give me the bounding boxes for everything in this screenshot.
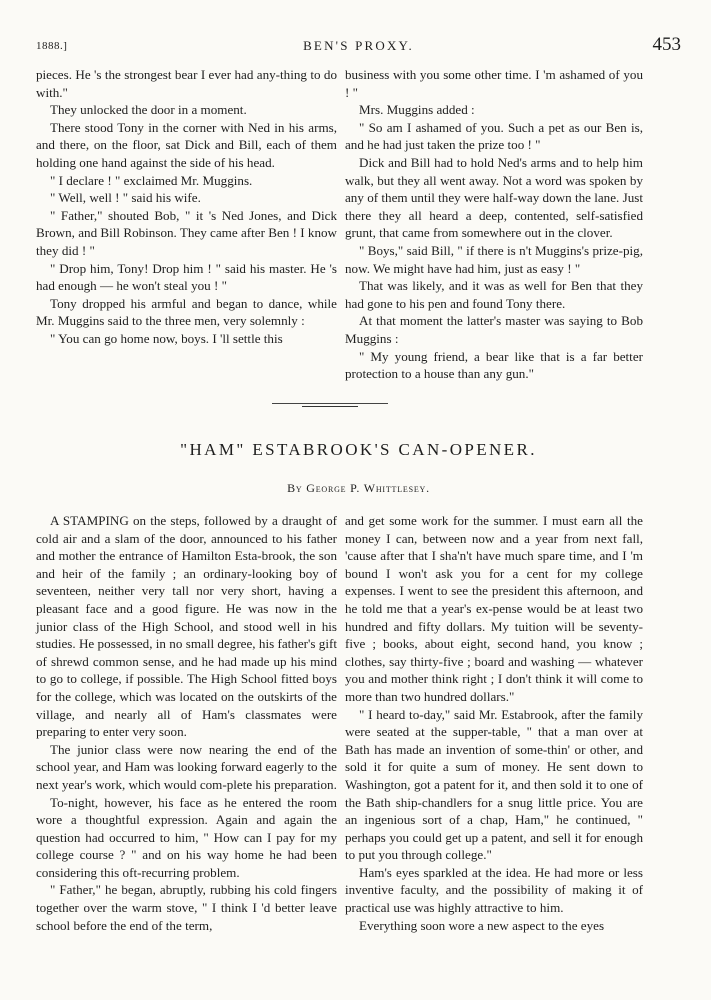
column-bottom-right	[345, 512, 643, 934]
paragraph: At that moment the latter's master was saying to Bob Muggins :	[345, 313, 643, 346]
paragraph: " I heard to-day," said Mr. Estabrook, after the family were seated at the supper-table, " that a man over at Bath has made an invention of some-thin' or other, and sold it for quite a sum of money. He sent down to Washington, got a patent for it, and then sold it to one of the Bath ship-chandlers for a snug little price. You are an ingenious sort of a chap, Ham," he continued, " perhaps you could get up a patent, and sell it for enough to put you through college."	[345, 706, 643, 863]
paragraph: " Well, well ! " said his wife.	[50, 190, 201, 206]
paragraph: Tony dropped his armful and began to dance, while Mr. Muggins said to the three men, very solemnly :	[36, 295, 337, 329]
running-title: BEN'S PROXY.	[303, 38, 414, 53]
paragraph: There stood Tony in the corner with Ned in his arms, and there, on the floor, sat Dick and Bill, each of them holding one hand against the side of his head.	[36, 119, 337, 170]
paragraph: pieces. He 's the strongest bear I ever had any-thing to do with."	[36, 67, 337, 100]
paragraph: and get some work for the summer. I must earn all the money I can, between now and a year from next fall, 'cause after that I sha'n't have much spare time, and I 'm bound I won't ask you for a cent for my college expenses. I went to see the president this afternoon, and he told me that a year's ex-pense would be at least two hundred and fifty dollars. My tuition will be seventy-five ; books, about eight, second hand, you know ; clothes, say thirty-five ; board and washing — whatever you and mother think right ; I don't think it will come to more than two hundred dollars."	[345, 513, 643, 704]
paragraph: The junior class were now nearing the end of the school year, and Ham was looking forward eagerly to the next year's work, which would com-plete his preparation.	[36, 741, 337, 792]
paragraph: " You can go home now, boys. I 'll settle this	[50, 330, 283, 346]
paragraph: Everything soon wore a new aspect to the eyes	[359, 917, 605, 933]
paragraph: Mrs. Muggins added :	[359, 102, 475, 118]
header-year: 1888.]	[36, 40, 68, 52]
paragraph: " Father," shouted Bob, " it 's Ned Jones, and Dick Brown, and Bill Robinson. They came after Ben ! I know they did ! "	[36, 207, 337, 258]
paragraph: " I declare ! " exclaimed Mr. Muggins.	[50, 172, 253, 188]
section-divider	[272, 400, 388, 410]
column-top-right	[345, 66, 643, 383]
paragraph: Dick and Bill had to hold Ned's arms and to help him walk, but they all went away. Not a word was spoken by any of them until they were half-way down the lane. Just there they all heard a deep, contented, self-satisfied grunt, that came from somewhere out in the clover.	[345, 154, 643, 241]
paragraph: " Boys," said Bill, " if there is n't Muggins's prize-pig, now. We might have had him, just as easy ! "	[345, 242, 643, 276]
page-header	[36, 36, 681, 56]
paragraph: To-night, however, his face as he entered the room wore a thoughtful expression. Again and again the question had occurred to him, " How can I pay for my college course ? " and on his way home he had been considering this oft-recurring problem.	[36, 794, 337, 880]
article-byline: By George P. Whittlesey.	[287, 481, 430, 495]
paragraph: " So am I ashamed of you. Such a pet as our Ben is, and he had just taken the prize too ! "	[345, 119, 643, 153]
column-top-left	[36, 66, 337, 348]
paragraph: A STAMPING on the steps, followed by a draught of cold air and a slam of the door, announced to his father and mother the entrance of Hamilton Esta-brook, the son and heir of the family ; an ordinary-looking boy of seventeen, neither very tall nor very short, having a pleasant face and a good figure. He was now in the junior class of the High School, and stood well in his studies. He possessed, in no small degree, his father's gift of shrewd common sense, and he had made up his mind to go to college, if possible. The High School fitted boys for the college, which was located on the outskirts of the village, and nearly all of Ham's classmates were preparing to enter very soon.	[36, 513, 337, 740]
column-bottom-left	[36, 512, 337, 934]
paragraph: Ham's eyes sparkled at the idea. He had more or less inventive faculty, and the possibility of making it of practical use was highly attractive to him.	[345, 864, 643, 916]
article-title: "HAM" ESTABROOK'S CAN-OPENER.	[180, 440, 537, 459]
paragraph: " Drop him, Tony! Drop him ! " said his master. He 's had enough — he won't steal you ! "	[36, 260, 337, 294]
paragraph: " Father," he began, abruptly, rubbing his cold fingers together over the warm stove, " I think I 'd better leave school before the end of the term,	[36, 882, 337, 933]
page-number: 453	[652, 34, 681, 55]
paragraph: They unlocked the door in a moment.	[50, 102, 247, 118]
paragraph: That was likely, and it was as well for Ben that they had gone to his pen and found Tony there.	[345, 278, 643, 311]
paragraph: business with you some other time. I 'm ashamed of you ! "	[345, 67, 643, 100]
paragraph: " My young friend, a bear like that is a far better protection to a house than any gun."	[345, 348, 643, 382]
